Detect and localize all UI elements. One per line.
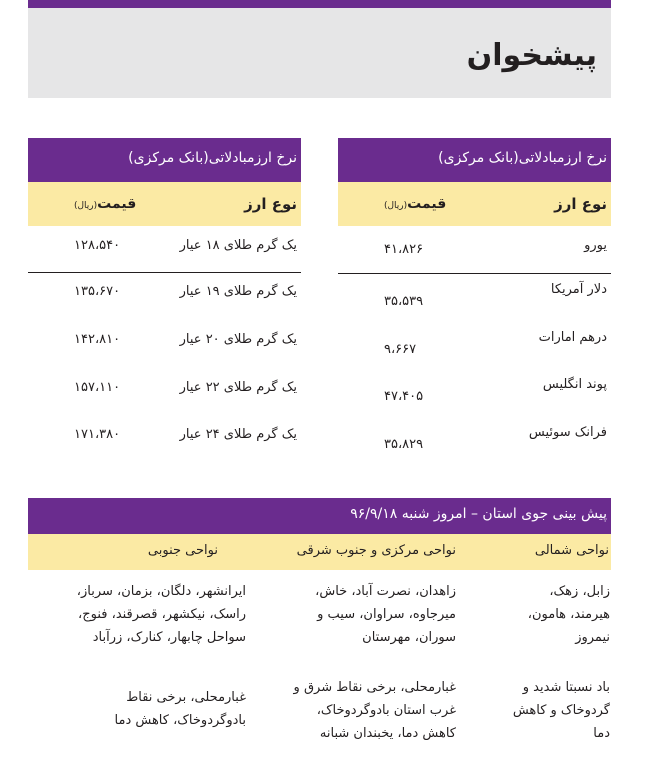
- central-areas: زاهدان، نصرت آباد، خاش، میرجاوه، سراوان، سیب و سوران، مهرستان: [315, 584, 456, 645]
- forecast-column-header: [28, 534, 611, 570]
- south-areas: ایرانشهر، دلگان، بزمان، سرباز، راسک، نیکشهر، قصرقند، فنوج، سواحل چابهار، کنارک، زرآباد: [76, 584, 246, 645]
- forecast-col-north: نواحی شمالی: [534, 543, 609, 558]
- top-accent-bar: [28, 0, 611, 8]
- currency-price: ۳۵،۸۲۹: [384, 437, 424, 452]
- north-areas: زابل، زهک، هیرمند، هامون، نیمروز: [527, 584, 610, 645]
- page-title: پیشخوان: [466, 38, 597, 73]
- currency-price: ۹،۶۶۷: [384, 342, 417, 357]
- currency-name: یورو: [584, 238, 607, 253]
- north-conditions: باد نسبتا شدید و گردوخاک و کاهش دما: [512, 680, 610, 741]
- gold-price: ۱۵۷،۱۱۰: [74, 380, 121, 395]
- currency-price: ۴۱،۸۲۶: [384, 242, 424, 257]
- table-row: [28, 380, 301, 400]
- gold-column-header: [28, 182, 301, 226]
- currency-name: درهم امارات: [538, 330, 607, 345]
- table-row: [28, 332, 301, 352]
- gold-name: یک گرم طلای ۱۸ عیار: [179, 238, 297, 253]
- gold-col-type: نوع ارز: [244, 195, 297, 213]
- currency-price: ۴۷،۴۰۵: [384, 389, 424, 404]
- table-row: [338, 282, 611, 309]
- exchange-column-header: [338, 182, 611, 226]
- south-conditions: غبارمحلی، برخی نقاط بادوگردوخاک، کاهش دما: [114, 690, 246, 728]
- currency-name: دلار آمریکا: [550, 282, 607, 297]
- exchange-header-divider: [338, 273, 611, 274]
- forecast-col-central: نواحی مرکزی و جنوب شرقی: [296, 543, 456, 558]
- gold-price: ۱۳۵،۶۷۰: [74, 284, 121, 299]
- central-conditions: غبارمحلی، برخی نقاط شرق و غرب استان بادوگردوخاک، کاهش دما، یخبندان شبانه: [293, 680, 456, 741]
- gold-name: یک گرم طلای ۲۲ عیار: [179, 380, 297, 395]
- exchange-col-unit: (ریال): [384, 201, 408, 211]
- exchange-col-type: نوع ارز: [554, 195, 607, 213]
- currency-name: پوند انگلیس: [542, 377, 607, 392]
- table-row: [28, 238, 301, 258]
- gold-col-unit: (ریال): [74, 201, 98, 211]
- gold-panel-title: نرخ ارزمبادلاتی(بانک مرکزی): [28, 138, 301, 182]
- gold-name: یک گرم طلای ۲۴ عیار: [179, 427, 297, 442]
- gold-col-price: قیمت(ریال): [74, 196, 137, 212]
- forecast-col-south: نواحی جنوبی: [147, 543, 218, 558]
- gold-name: یک گرم طلای ۲۰ عیار: [179, 332, 297, 347]
- forecast-title: پیش بینی جوی استان – امروز شنبه ۹۶/۹/۱۸: [28, 498, 611, 534]
- exchange-col-price: قیمت(ریال): [384, 196, 447, 212]
- table-row: [28, 284, 301, 304]
- gold-price: ۱۷۱،۳۸۰: [74, 427, 121, 442]
- row-divider: [28, 272, 301, 273]
- exchange-rate-panel: [338, 138, 611, 452]
- currency-price: ۳۵،۵۳۹: [384, 294, 424, 309]
- table-row: [28, 427, 301, 447]
- table-row: [338, 425, 611, 452]
- gold-price: ۱۲۸،۵۴۰: [74, 238, 121, 253]
- currency-name: فرانک سوئیس: [528, 425, 607, 440]
- header-block: [28, 8, 611, 98]
- table-row: [338, 377, 611, 404]
- table-row: [338, 330, 611, 357]
- table-row: [338, 238, 611, 258]
- gold-name: یک گرم طلای ۱۹ عیار: [179, 284, 297, 299]
- exchange-panel-title: نرخ ارزمبادلاتی(بانک مرکزی): [338, 138, 611, 182]
- gold-price: ۱۴۲،۸۱۰: [74, 332, 121, 347]
- gold-price-panel: [28, 138, 301, 442]
